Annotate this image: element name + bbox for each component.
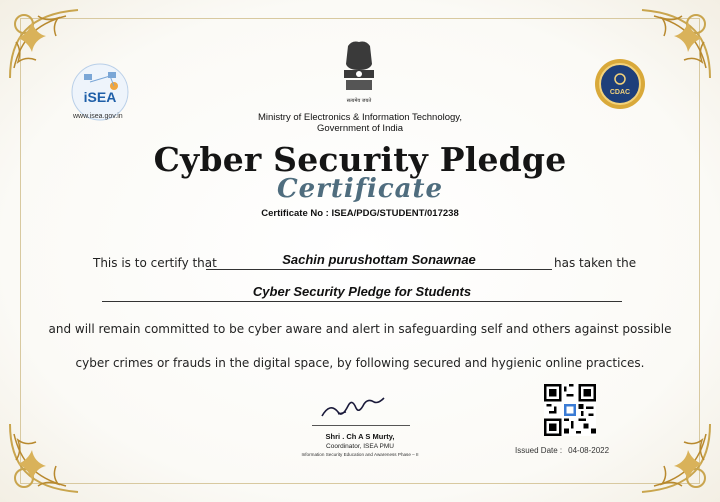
signature-line [312,425,410,426]
national-emblem-icon [336,40,382,110]
qr-code-icon [544,384,596,436]
svg-text:CDAC: CDAC [609,89,631,96]
pledge-underline [102,301,622,302]
signer-name: Shri . Ch A S Murty, [325,432,395,441]
certificate-subtitle: Certificate [276,174,444,204]
issued-date-value: 04-08-2022 [568,446,610,455]
issued-date [515,446,615,455]
isea-url: www.isea.gov.in [73,113,123,120]
svg-text:सत्यमेव जयते: सत्यमेव जयते [346,98,372,104]
ministry-line-1: Ministry of Electronics & Information Technology, [258,112,462,123]
certificate-number [0,208,720,219]
ministry-line-2: Government of India [316,123,404,134]
pledge-name: Cyber Security Pledge for Students [252,284,472,299]
certificate-title: Cyber Security Pledge [153,140,567,179]
ministry-heading [200,112,520,134]
svg-text:iSEA: iSEA [83,89,117,105]
name-underline [206,269,552,270]
cdac-seal-icon [594,58,646,110]
certify-prefix: This is to certify that [93,256,217,270]
commitment-line-1: and will remain committed to be cyber aware and alert in safeguarding self and others against possible [48,322,672,336]
issued-date-label: Issued Date : [515,446,563,455]
certificate-number-label: Certificate No : [261,208,329,219]
certify-suffix: has taken the [554,256,637,270]
signer-organization: Information Security Education and Awareness Phase – II [301,452,419,457]
ornament-corner-bottom-left [8,422,88,494]
certificate-number-value: ISEA/PDG/STUDENT/017238 [331,208,459,219]
signer-role: Coordinator, ISEA PMU [326,443,394,450]
recipient-name: Sachin purushottam Sonawnae [282,252,476,267]
commitment-line-2: cyber crimes or frauds in the digital space, by following secured and hygienic online practices. [75,356,645,370]
ornament-corner-bottom-right [632,422,712,494]
signature-icon [318,396,388,422]
